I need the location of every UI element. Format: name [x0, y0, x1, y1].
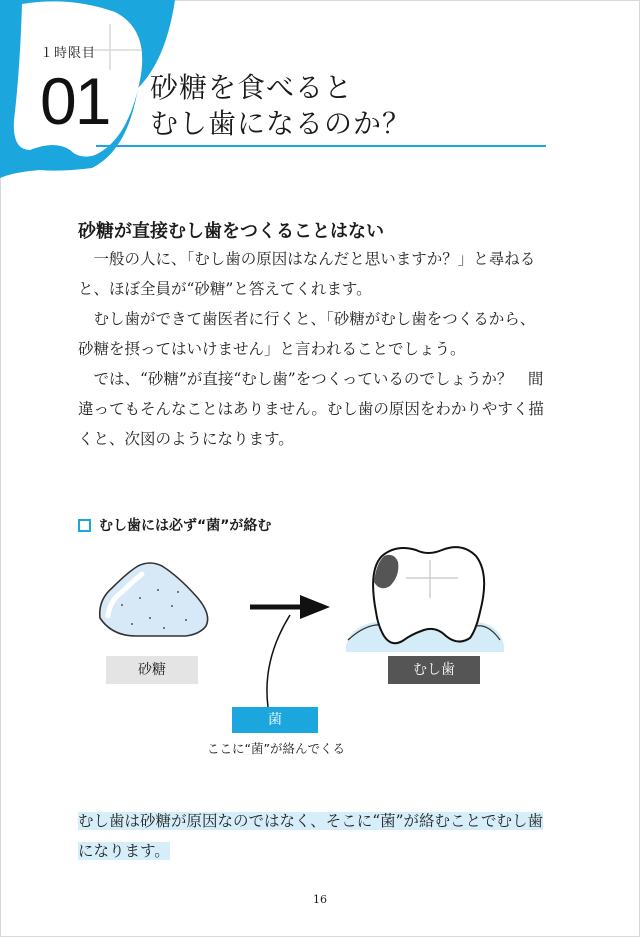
chapter-title-line-1: 砂糖を食べると — [150, 71, 354, 104]
sugar-icon — [100, 563, 208, 636]
paragraph: では、“砂糖”が直接“むし歯”をつくっているのでしょうか？ 間違ってもそんなことはありません。むし歯の原因をわかりやすく描くと、次図のようになります。 — [78, 370, 544, 448]
page-number: 16 — [313, 893, 327, 906]
title-rule — [96, 145, 546, 147]
chapter-title-line-2: むし歯になるのか？ — [150, 107, 412, 140]
paragraph: 一般の人に、「むし歯の原因はなんだと思いますか？」と尋ねると、ほぼ全員が“砂糖”と答えてくれます。 — [78, 250, 536, 298]
paragraph: むし歯ができて歯医者に行くと、「砂糖がむし歯をつくるから、砂糖を摂ってはいけません」と言われることでしょう。 — [78, 310, 536, 358]
section-heading: 砂糖が直接むし歯をつくることはない — [78, 221, 384, 242]
caries-label: むし歯 — [388, 656, 480, 684]
germ-label: 菌 — [232, 707, 318, 733]
germ-pointer-line — [267, 615, 290, 707]
chapter-title — [150, 70, 411, 142]
caries-diagram — [0, 530, 640, 770]
chapter-number: 01 — [40, 64, 110, 138]
sugar-label: 砂糖 — [106, 656, 198, 684]
period-label: １時限目 — [40, 46, 97, 61]
tooth-icon — [346, 547, 504, 652]
summary-text — [78, 806, 558, 866]
summary-highlight: むし歯は砂糖が原因なのではなく、そこに“菌”が絡むことでむし歯になります。 — [78, 812, 544, 860]
body-text — [78, 244, 548, 454]
figure-heading-text: むし歯には必ず“菌”が絡む — [99, 518, 272, 534]
germ-caption: ここに“菌”が絡んでくる — [207, 741, 345, 756]
